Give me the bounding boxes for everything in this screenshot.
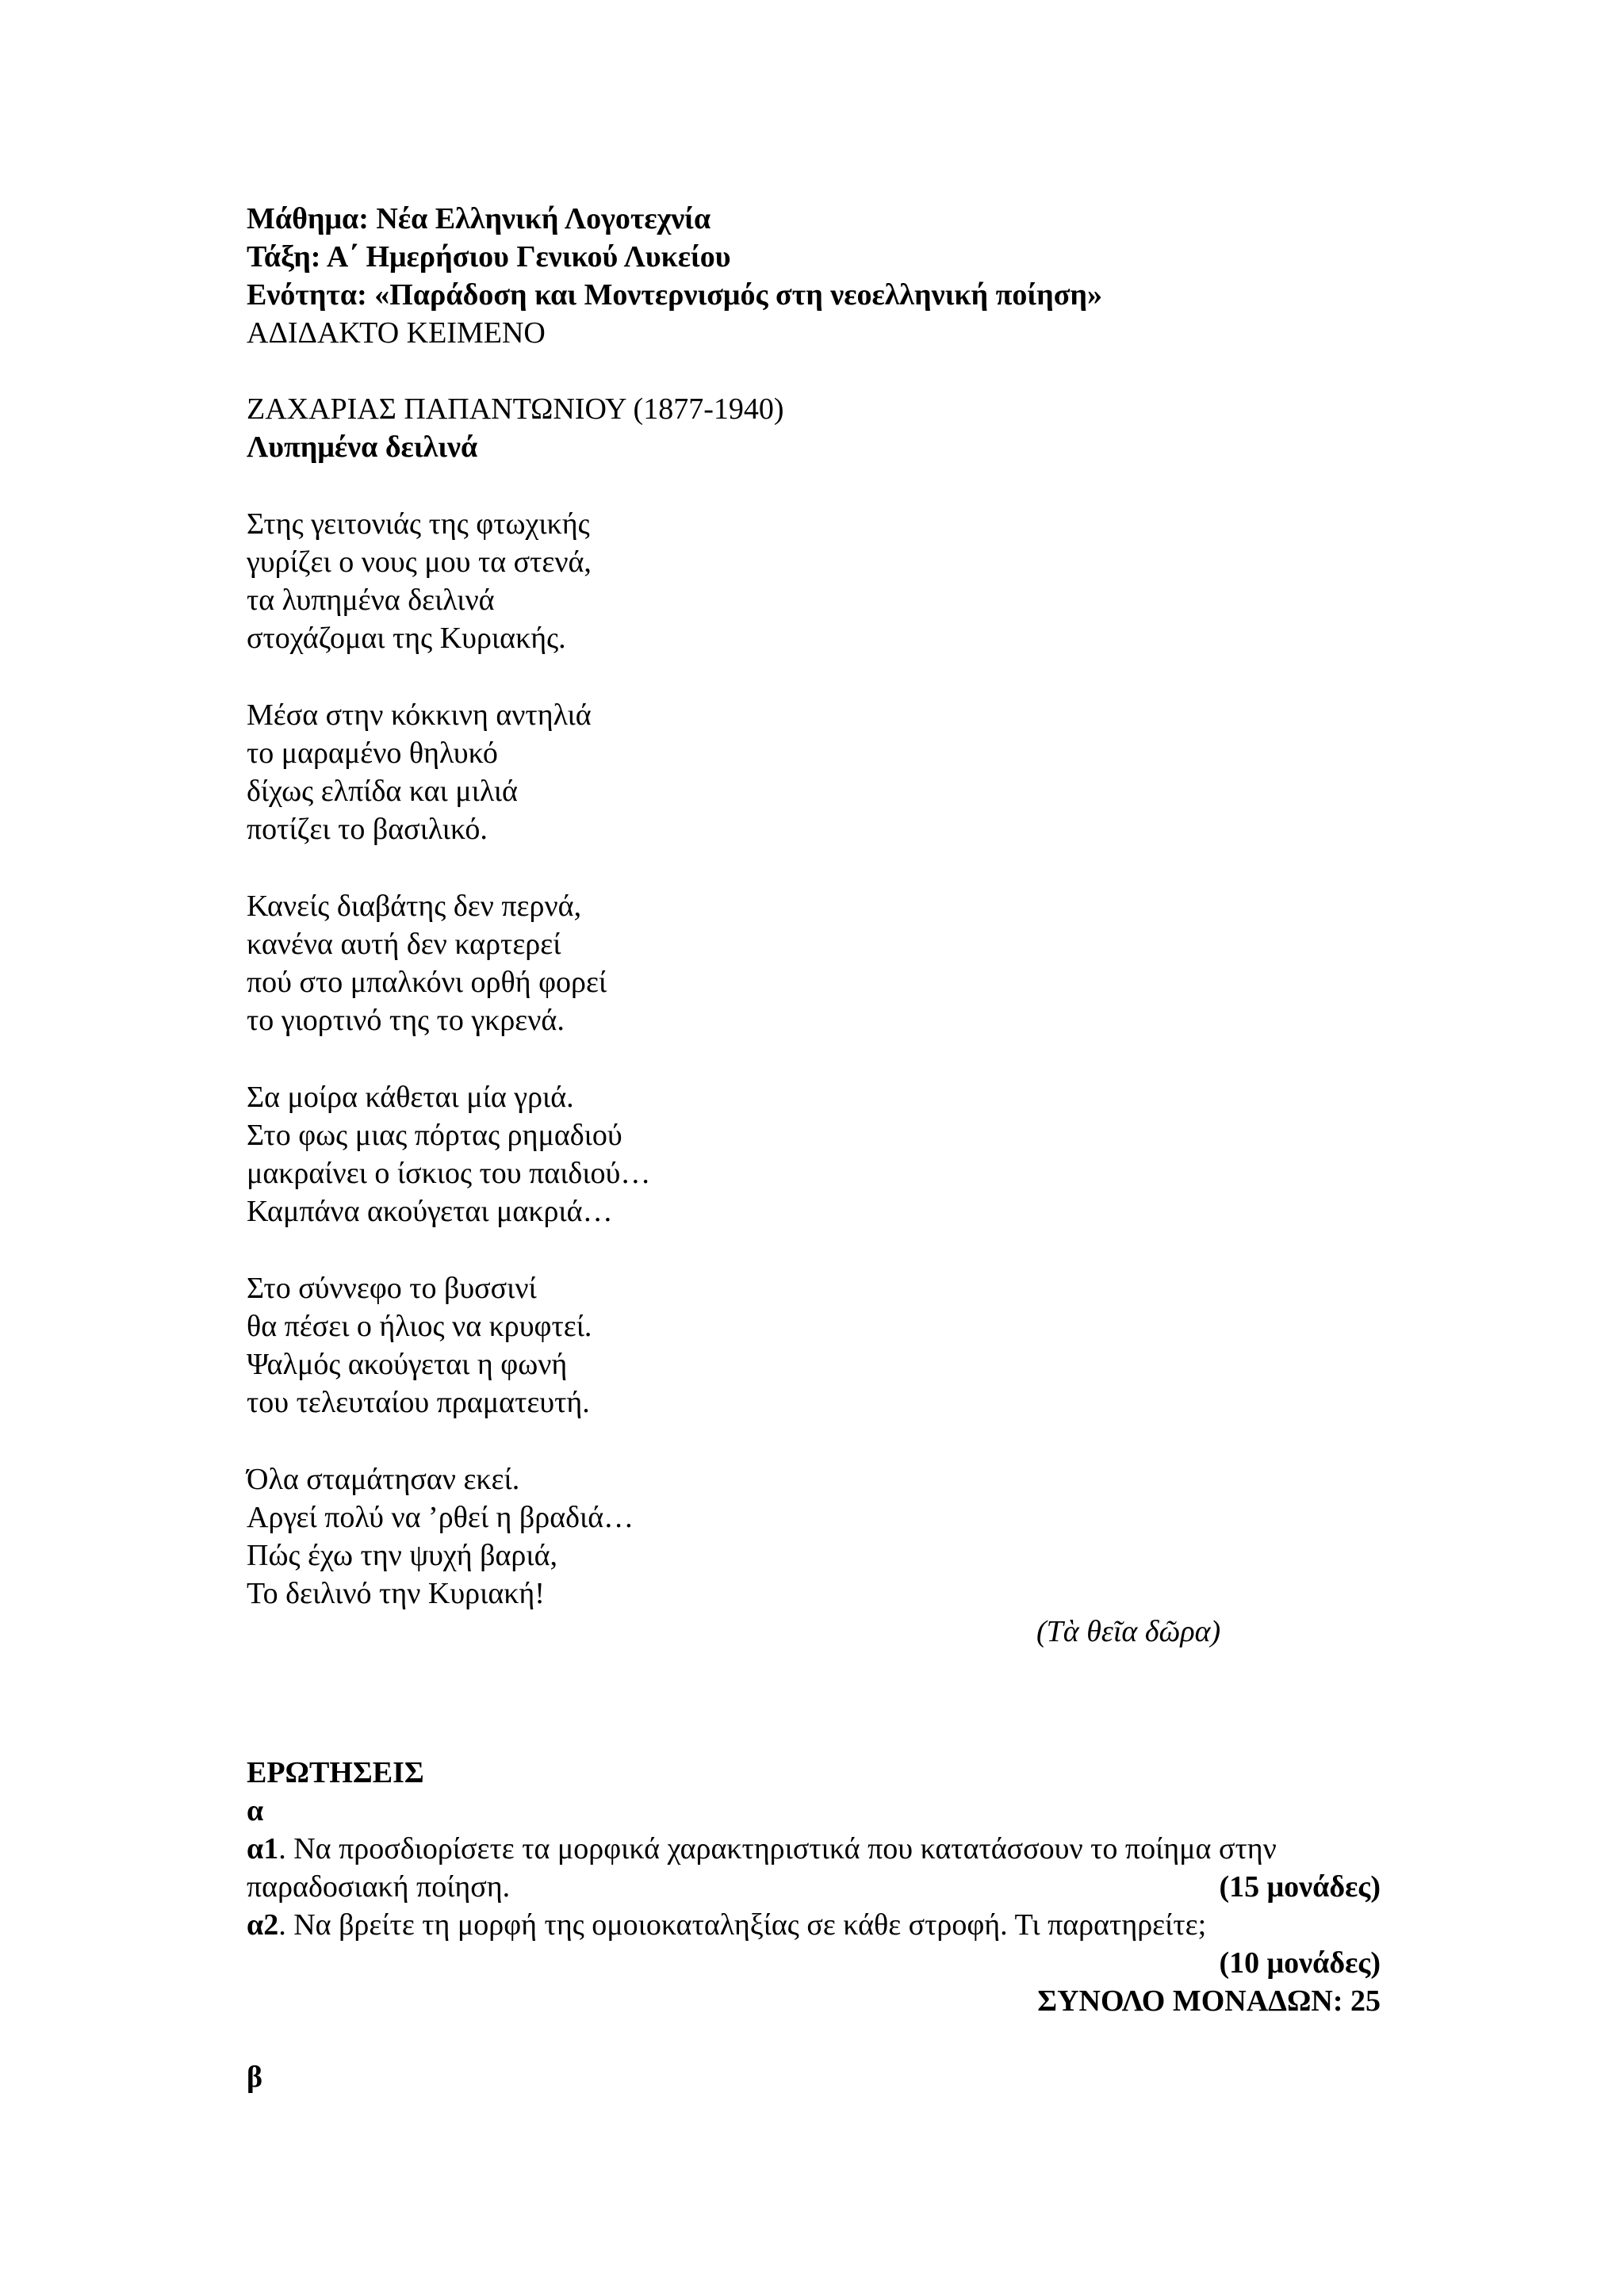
stanza-2 <box>247 696 1381 848</box>
subject-line: Μάθημα: Νέα Ελληνική Λογοτεχνία <box>247 202 711 235</box>
question-a2-text: . Να βρείτε τη μορφή της ομοιοκαταληξίας σε κάθε στροφή. Τι παρατηρείτε; <box>278 1908 1207 1942</box>
poem-line: γυρίζει ο νους μου τα στενά, <box>247 545 592 579</box>
unit-line: Ενότητα: «Παράδοση και Μοντερνισμός στη νεοελληνική ποίηση» <box>247 278 1102 312</box>
poem-line: ποτίζει το βασιλικό. <box>247 813 488 846</box>
poem-line: Στο φως μιας πόρτας ρημαδιού <box>247 1119 622 1152</box>
question-a2 <box>247 1906 1381 1944</box>
poem-line: Πώς έχω την ψυχή βαριά, <box>247 1539 558 1572</box>
total-points-row <box>247 1982 1381 2020</box>
poem-line: Σα μοίρα κάθεται μία γριά. <box>247 1081 574 1114</box>
total-points: ΣΥΝΟΛΟ ΜΟΝΑΔΩΝ: 25 <box>1037 1984 1381 2018</box>
poem-line: Αργεί πολύ να ’ρθεί η βραδιά… <box>247 1501 634 1534</box>
stanza-4 <box>247 1078 1381 1230</box>
poem-line: Μέσα στην κόκκινη αντηλιά <box>247 698 592 732</box>
stanza-3 <box>247 887 1381 1039</box>
poem-line: το μαραμένο θηλυκό <box>247 737 498 770</box>
poem-line: πού στο μπαλκόνι ορθή φορεί <box>247 966 607 999</box>
poem-line: μακραίνει ο ίσκιος του παιδιού… <box>247 1157 651 1190</box>
question-a1-continuation <box>247 1868 1381 1906</box>
stanza-5 <box>247 1269 1381 1422</box>
question-a2-points-row <box>247 1944 1381 1982</box>
poem-line: Ψαλμός ακούγεται η φωνή <box>247 1348 568 1381</box>
poem-line: Καμπάνα ακούγεται μακριά… <box>247 1195 613 1228</box>
question-a1-text-line2: παραδοσιακή ποίηση. <box>247 1870 511 1904</box>
poem-line: Όλα σταμάτησαν εκεί. <box>247 1463 520 1496</box>
section-b-label: β <box>247 2061 263 2094</box>
question-a2-label: α2 <box>247 1908 279 1942</box>
poem-line: δίχως ελπίδα και μιλιά <box>247 775 518 808</box>
document-page <box>247 200 1381 2096</box>
question-a1-label: α1 <box>247 1832 279 1866</box>
poem-line: Στης γειτονιάς της φτωχικής <box>247 507 590 541</box>
poem-line: θα πέσει ο ήλιος να κρυφτεί. <box>247 1310 592 1343</box>
poem-source <box>247 1613 1381 1651</box>
poem-line: του τελευταίου πραματευτή. <box>247 1386 590 1419</box>
poem-source-text: (Τὰ θεῖα δῶρα) <box>1036 1615 1221 1648</box>
question-a1-points: (15 μονάδες) <box>1219 1870 1381 1904</box>
question-a1-text: . Να προσδιορίσετε τα μορφικά χαρακτηριστικά που κατατάσσουν το ποίημα στην <box>278 1832 1277 1866</box>
text-type-line: ΑΔΙΔΑΚΤΟ ΚΕΙΜΕΝΟ <box>247 316 546 350</box>
poem-line: Στο σύννεφο το βυσσινί <box>247 1272 537 1305</box>
poem-line: στοχάζομαι της Κυριακής. <box>247 622 566 655</box>
stanza-6 <box>247 1460 1381 1613</box>
question-a1 <box>247 1830 1381 1868</box>
poem-line: τα λυπημένα δειλινά <box>247 584 495 617</box>
poem-title: Λυπημένα δειλινά <box>247 430 478 464</box>
poem-author: ΖΑΧΑΡΙΑΣ ΠΑΠΑΝΤΩΝΙΟΥ (1877-1940) <box>247 392 784 426</box>
section-a-label: α <box>247 1794 264 1827</box>
poem-line: Το δειλινό την Κυριακή! <box>247 1577 545 1610</box>
grade-line: Τάξη: Α΄ Ημερήσιου Γενικού Λυκείου <box>247 240 731 274</box>
questions-heading: ΕΡΩΤΗΣΕΙΣ <box>247 1756 424 1789</box>
poem-line: το γιορτινό της το γκρενά. <box>247 1004 565 1037</box>
poem-line: κανένα αυτή δεν καρτερεί <box>247 928 561 961</box>
stanza-1 <box>247 505 1381 657</box>
poem-line: Κανείς διαβάτης δεν περνά, <box>247 890 582 923</box>
question-a2-points: (10 μονάδες) <box>1219 1946 1381 1980</box>
